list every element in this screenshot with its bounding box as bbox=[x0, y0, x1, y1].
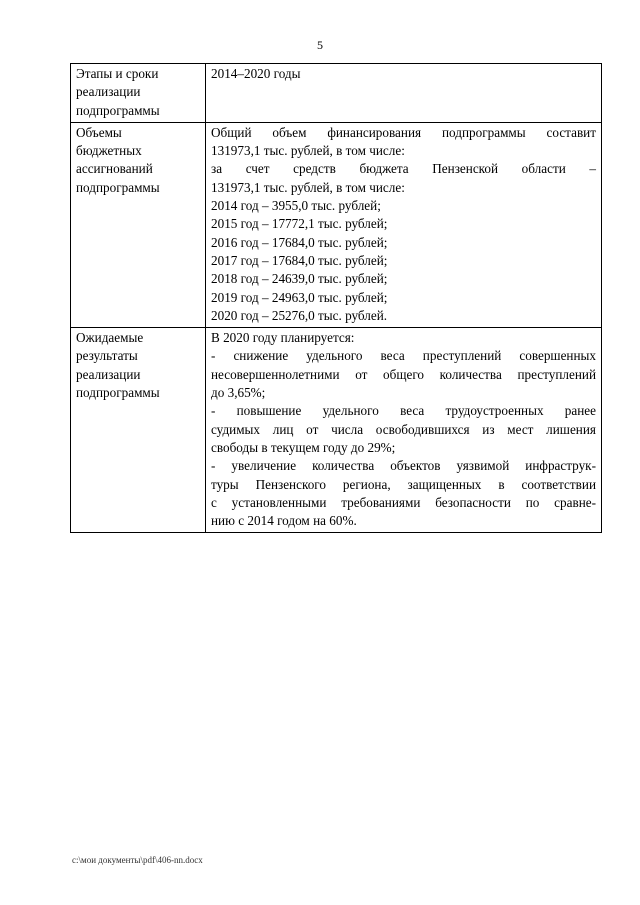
value-line: нию с 2014 годом на 60%. bbox=[211, 513, 357, 529]
label-line: подпрограммы bbox=[76, 179, 160, 195]
page-number: 5 bbox=[317, 38, 323, 52]
value-line: Общий объем финансирования подпрограммы составит bbox=[211, 124, 596, 140]
label-line: Ожидаемые bbox=[76, 330, 144, 346]
label-line: подпрограммы bbox=[76, 385, 160, 401]
value-line: 131973,1 тыс. рублей, в том числе: bbox=[211, 179, 405, 195]
value-line: 2020 год – 25276,0 тыс. рублей. bbox=[211, 307, 388, 323]
value-line: судимых лиц от числа освободившихся из мест лишения bbox=[211, 421, 596, 437]
label-line: Этапы и сроки bbox=[76, 66, 159, 81]
value-line: 131973,1 тыс. рублей, в том числе: bbox=[211, 143, 405, 159]
row-label-cell bbox=[71, 328, 206, 533]
footer-file-path: c:\мои документы\pdf\406-nn.docx bbox=[72, 855, 203, 865]
table-row bbox=[71, 122, 602, 327]
label-line: реализации bbox=[76, 84, 141, 100]
value-line: 2015 год – 17772,1 тыс. рублей; bbox=[211, 216, 388, 232]
row-label-cell bbox=[71, 64, 206, 123]
value-line: 2014–2020 годы bbox=[211, 66, 301, 81]
value-line: туры Пензенского региона, защищенных в соответствии bbox=[211, 476, 596, 492]
value-line: 2014 год – 3955,0 тыс. рублей; bbox=[211, 198, 381, 214]
value-line: - повышение удельного веса трудоустроенных ранее bbox=[211, 403, 596, 419]
subprogram-passport-table bbox=[70, 63, 602, 533]
label-line: подпрограммы bbox=[76, 102, 160, 118]
table-row bbox=[71, 328, 602, 533]
value-line: - увеличение количества объектов уязвимой инфраструк- bbox=[211, 458, 596, 474]
row-value-cell bbox=[206, 122, 602, 327]
value-line: 2017 год – 17684,0 тыс. рублей; bbox=[211, 252, 388, 268]
value-line: с установленными требованиями безопасности по сравне- bbox=[211, 494, 596, 510]
table-row bbox=[71, 64, 602, 123]
value-line: 2018 год – 24639,0 тыс. рублей; bbox=[211, 271, 388, 287]
label-line: результаты bbox=[76, 348, 138, 364]
value-line: 2016 год – 17684,0 тыс. рублей; bbox=[211, 234, 388, 250]
label-line: бюджетных bbox=[76, 143, 142, 159]
value-line: В 2020 году планируется: bbox=[211, 330, 355, 346]
label-line: Объемы bbox=[76, 124, 122, 140]
row-label-cell bbox=[71, 122, 206, 327]
value-line: свободы в текущем году до 29%; bbox=[211, 439, 396, 455]
value-line: за счет средств бюджета Пензенской области – bbox=[211, 161, 596, 177]
row-value-cell bbox=[206, 328, 602, 533]
value-line: 2019 год – 24963,0 тыс. рублей; bbox=[211, 289, 388, 305]
label-line: реализации bbox=[76, 366, 141, 382]
value-line: - снижение удельного веса преступлений совершенных bbox=[211, 348, 596, 364]
label-line: ассигнований bbox=[76, 161, 153, 177]
value-line: до 3,65%; bbox=[211, 385, 266, 401]
value-line: несовершеннолетними от общего количества преступлений bbox=[211, 366, 596, 382]
row-value-cell bbox=[206, 64, 602, 123]
